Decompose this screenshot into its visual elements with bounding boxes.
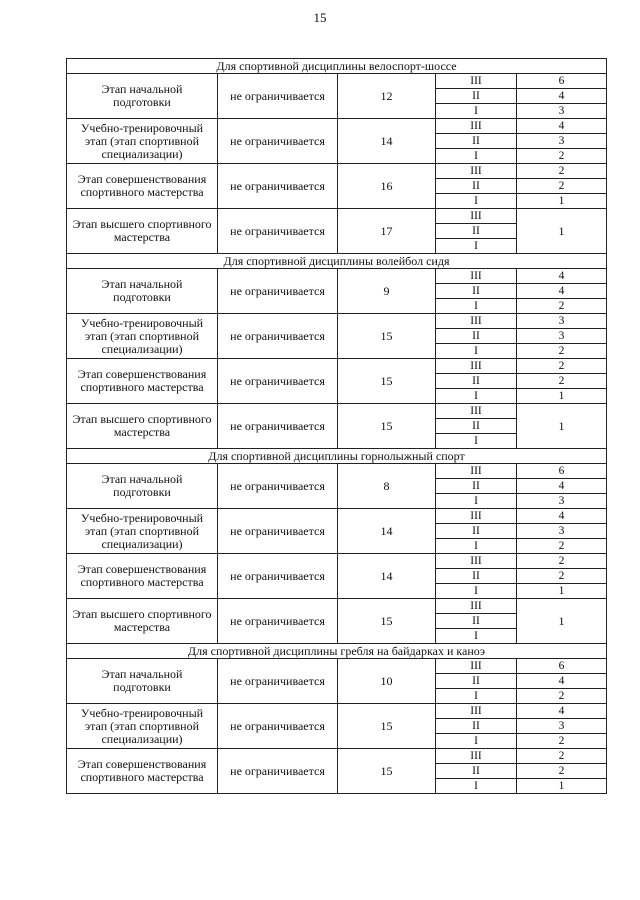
- stage-name-line: специализации): [101, 536, 183, 551]
- table-row: [67, 599, 607, 614]
- stage-name-line: Этап начальной: [101, 472, 183, 486]
- duration-limit: не ограничивается: [218, 359, 338, 404]
- duration-limit: не ограничивается: [218, 119, 338, 164]
- stage-name-line: спортивного мастерства: [80, 380, 204, 394]
- sport-category: II: [436, 284, 517, 299]
- sport-category: II: [436, 89, 517, 104]
- sport-category: III: [436, 704, 517, 719]
- group-count: 4: [517, 119, 607, 134]
- min-age: 15: [338, 359, 436, 404]
- table-body: [67, 59, 607, 794]
- sport-category: III: [436, 314, 517, 329]
- table-row: [67, 404, 607, 419]
- min-age: 16: [338, 164, 436, 209]
- min-age: 9: [338, 269, 436, 314]
- sport-category: I: [436, 584, 517, 599]
- stage-name-line: Этап начальной: [101, 277, 183, 291]
- section-header-row: [67, 59, 607, 74]
- group-count: 6: [517, 464, 607, 479]
- group-count: 2: [517, 149, 607, 164]
- stage-name: [67, 74, 218, 119]
- stage-name-line: Этап совершенствования: [77, 367, 207, 381]
- sport-category: II: [436, 329, 517, 344]
- min-age: 15: [338, 704, 436, 749]
- sport-category: III: [436, 464, 517, 479]
- group-count: 6: [517, 74, 607, 89]
- group-count: 4: [517, 479, 607, 494]
- section-title: Для спортивной дисциплины горнолыжный спорт: [67, 449, 607, 464]
- group-count: 2: [517, 689, 607, 704]
- sport-category: II: [436, 614, 517, 629]
- table-row: [67, 269, 607, 284]
- duration-limit: не ограничивается: [218, 659, 338, 704]
- stage-name-line: этап (этап спортивной: [84, 718, 200, 733]
- group-count: 1: [517, 584, 607, 599]
- stage-name: [67, 659, 218, 704]
- sport-category: I: [436, 239, 517, 254]
- sport-category: III: [436, 554, 517, 569]
- requirements-table: [66, 58, 607, 794]
- group-count: 1: [517, 779, 607, 794]
- sport-category: III: [436, 269, 517, 284]
- section-title: Для спортивной дисциплины велоспорт-шоссе: [67, 59, 607, 74]
- sport-category: III: [436, 209, 517, 224]
- group-count: 3: [517, 314, 607, 329]
- sport-category: II: [436, 224, 517, 239]
- group-count: 3: [517, 134, 607, 149]
- table-row: [67, 209, 607, 224]
- sport-category: I: [436, 104, 517, 119]
- min-age: 15: [338, 599, 436, 644]
- duration-limit: не ограничивается: [218, 509, 338, 554]
- group-count: 1: [517, 194, 607, 209]
- min-age: 14: [338, 509, 436, 554]
- min-age: 14: [338, 119, 436, 164]
- stage-name-line: подготовки: [113, 290, 171, 304]
- group-count: 3: [517, 524, 607, 539]
- group-count: 4: [517, 89, 607, 104]
- stage-name-line: специализации): [101, 146, 183, 161]
- sport-category: I: [436, 299, 517, 314]
- stage-name-line: подготовки: [113, 95, 171, 109]
- stage-name-line: Учебно-тренировочный: [80, 705, 204, 720]
- page-number: 15: [313, 10, 327, 25]
- group-count: 2: [517, 764, 607, 779]
- table-row: [67, 659, 607, 674]
- sport-category: II: [436, 764, 517, 779]
- duration-limit: не ограничивается: [218, 269, 338, 314]
- stage-name-line: этап (этап спортивной: [84, 328, 200, 343]
- stage-name: [67, 749, 218, 794]
- table-row: [67, 119, 607, 134]
- stage-name-line: мастерства: [113, 620, 171, 634]
- table-row: [67, 749, 607, 764]
- sport-category: I: [436, 494, 517, 509]
- group-count: 2: [517, 569, 607, 584]
- section-title: Для спортивной дисциплины гребля на байдарках и каноэ: [67, 644, 607, 659]
- group-count: 3: [517, 329, 607, 344]
- duration-limit: не ограничивается: [218, 599, 338, 644]
- stage-name-line: Этап совершенствования: [77, 172, 207, 186]
- sport-category: III: [436, 164, 517, 179]
- stage-name: [67, 554, 218, 599]
- sport-category: III: [436, 659, 517, 674]
- group-count: 2: [517, 539, 607, 554]
- group-count: 2: [517, 734, 607, 749]
- sport-category: I: [436, 194, 517, 209]
- section-header-row: [67, 254, 607, 269]
- duration-limit: не ограничивается: [218, 74, 338, 119]
- stage-name: [67, 314, 218, 359]
- sport-category: II: [436, 719, 517, 734]
- min-age: 8: [338, 464, 436, 509]
- min-age: 12: [338, 74, 436, 119]
- table-row: [67, 314, 607, 329]
- group-count: 1: [517, 599, 607, 644]
- group-count: 2: [517, 344, 607, 359]
- sport-category: I: [436, 629, 517, 644]
- sport-category: III: [436, 74, 517, 89]
- sport-category: II: [436, 524, 517, 539]
- table-row: [67, 359, 607, 374]
- stage-name-line: специализации): [101, 731, 183, 746]
- sport-category: III: [436, 119, 517, 134]
- stage-name-line: мастерства: [113, 425, 171, 439]
- duration-limit: не ограничивается: [218, 314, 338, 359]
- min-age: 17: [338, 209, 436, 254]
- duration-limit: не ограничивается: [218, 209, 338, 254]
- table-row: [67, 554, 607, 569]
- sport-category: III: [436, 359, 517, 374]
- group-count: 4: [517, 674, 607, 689]
- sport-category: III: [436, 509, 517, 524]
- group-count: 3: [517, 104, 607, 119]
- section-title: Для спортивной дисциплины волейбол сидя: [67, 254, 607, 269]
- duration-limit: не ограничивается: [218, 164, 338, 209]
- stage-name-line: Учебно-тренировочный: [80, 315, 204, 330]
- group-count: 4: [517, 509, 607, 524]
- stage-name: [67, 359, 218, 404]
- group-count: 4: [517, 704, 607, 719]
- duration-limit: не ограничивается: [218, 554, 338, 599]
- sport-category: III: [436, 599, 517, 614]
- sport-category: III: [436, 749, 517, 764]
- stage-name: [67, 209, 218, 254]
- stage-name: [67, 269, 218, 314]
- group-count: 4: [517, 269, 607, 284]
- stage-name-line: Учебно-тренировочный: [80, 510, 204, 525]
- sport-category: II: [436, 374, 517, 389]
- stage-name-line: мастерства: [113, 230, 171, 244]
- group-count: 2: [517, 179, 607, 194]
- table-row: [67, 164, 607, 179]
- sport-category: II: [436, 134, 517, 149]
- group-count: 1: [517, 389, 607, 404]
- duration-limit: не ограничивается: [218, 704, 338, 749]
- sport-category: I: [436, 344, 517, 359]
- stage-name: [67, 599, 218, 644]
- sport-category: I: [436, 734, 517, 749]
- sport-category: II: [436, 569, 517, 584]
- group-count: 2: [517, 554, 607, 569]
- sport-category: I: [436, 434, 517, 449]
- table-row: [67, 464, 607, 479]
- stage-name: [67, 119, 218, 164]
- stage-name-line: подготовки: [113, 485, 171, 499]
- duration-limit: не ограничивается: [218, 749, 338, 794]
- stage-name-line: специализации): [101, 341, 183, 356]
- sport-category: I: [436, 149, 517, 164]
- stage-name-line: спортивного мастерства: [80, 575, 204, 589]
- sport-category: II: [436, 419, 517, 434]
- sport-category: II: [436, 479, 517, 494]
- group-count: 3: [517, 719, 607, 734]
- min-age: 15: [338, 749, 436, 794]
- stage-name: [67, 404, 218, 449]
- stage-name-line: подготовки: [113, 680, 171, 694]
- sport-category: I: [436, 779, 517, 794]
- min-age: 15: [338, 314, 436, 359]
- sport-category: I: [436, 689, 517, 704]
- group-count: 2: [517, 164, 607, 179]
- stage-name: [67, 464, 218, 509]
- table-row: [67, 74, 607, 89]
- group-count: 1: [517, 404, 607, 449]
- group-count: 6: [517, 659, 607, 674]
- group-count: 3: [517, 494, 607, 509]
- group-count: 2: [517, 359, 607, 374]
- stage-name-line: Этап высшего спортивного: [72, 217, 212, 231]
- group-count: 1: [517, 209, 607, 254]
- sport-category: II: [436, 674, 517, 689]
- group-count: 2: [517, 749, 607, 764]
- table-row: [67, 704, 607, 719]
- sport-category: I: [436, 539, 517, 554]
- stage-name-line: Этап высшего спортивного: [72, 412, 212, 426]
- min-age: 14: [338, 554, 436, 599]
- table-row: [67, 509, 607, 524]
- stage-name-line: Учебно-тренировочный: [80, 120, 204, 135]
- stage-name-line: Этап совершенствования: [77, 757, 207, 771]
- stage-name: [67, 164, 218, 209]
- section-header-row: [67, 644, 607, 659]
- min-age: 10: [338, 659, 436, 704]
- stage-name: [67, 704, 218, 749]
- stage-name-line: этап (этап спортивной: [84, 133, 200, 148]
- stage-name-line: спортивного мастерства: [80, 185, 204, 199]
- stage-name-line: этап (этап спортивной: [84, 523, 200, 538]
- stage-name-line: Этап начальной: [101, 667, 183, 681]
- min-age: 15: [338, 404, 436, 449]
- stage-name-line: Этап начальной: [101, 82, 183, 96]
- group-count: 4: [517, 284, 607, 299]
- section-header-row: [67, 449, 607, 464]
- sport-category: I: [436, 389, 517, 404]
- stage-name-line: Этап высшего спортивного: [72, 607, 212, 621]
- stage-name: [67, 509, 218, 554]
- duration-limit: не ограничивается: [218, 404, 338, 449]
- sport-category: III: [436, 404, 517, 419]
- group-count: 2: [517, 299, 607, 314]
- sport-category: II: [436, 179, 517, 194]
- group-count: 2: [517, 374, 607, 389]
- stage-name-line: Этап совершенствования: [77, 562, 207, 576]
- stage-name-line: спортивного мастерства: [80, 770, 204, 784]
- duration-limit: не ограничивается: [218, 464, 338, 509]
